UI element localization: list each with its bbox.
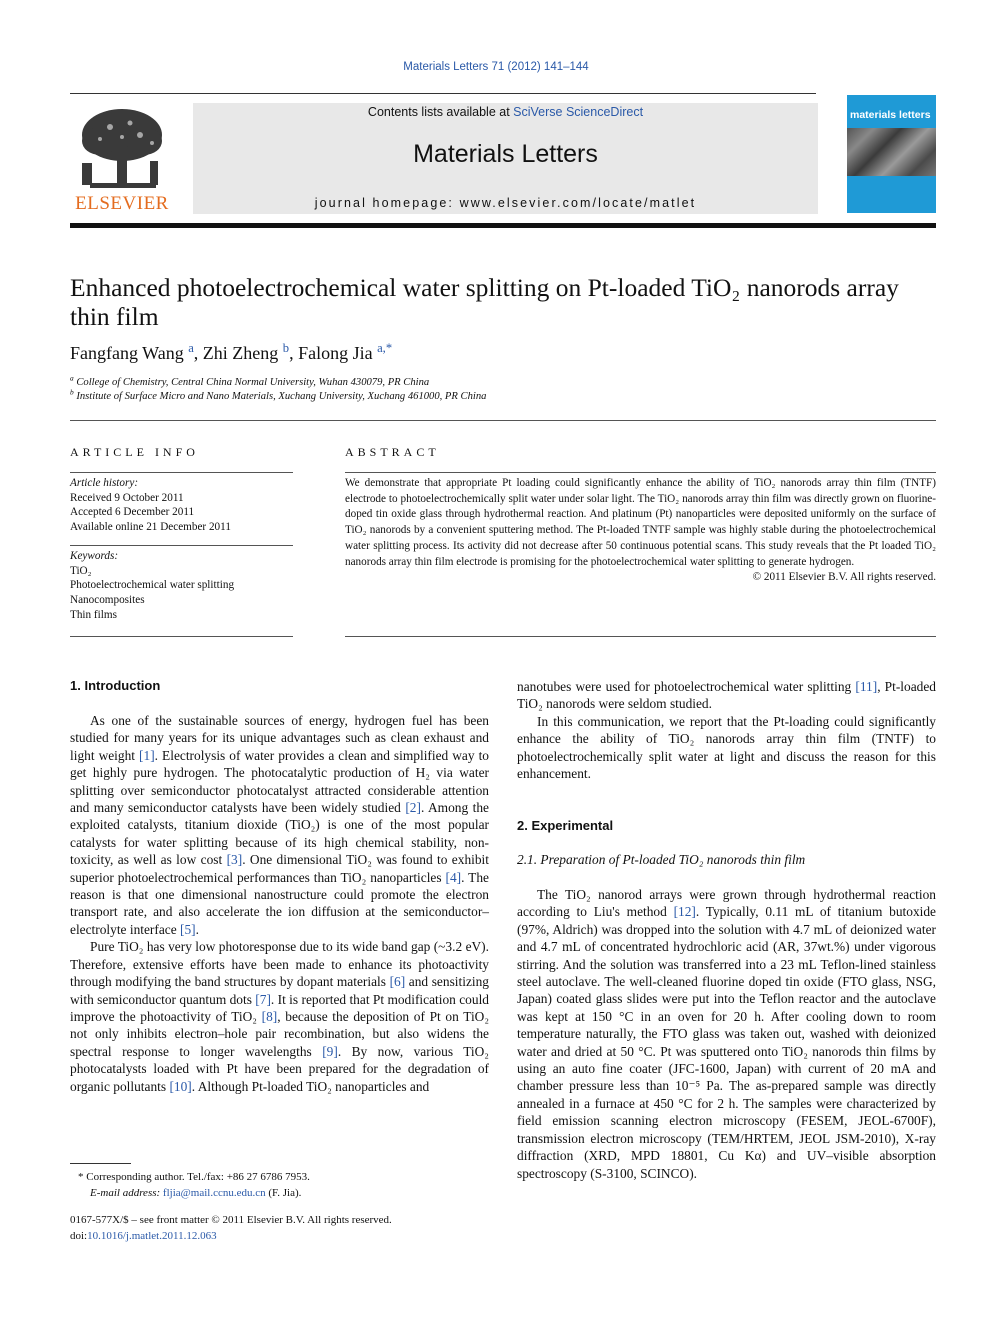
section-heading: 2. Experimental [517, 818, 614, 833]
article-title: Enhanced photoelectrochemical water splitting on Pt-loaded TiO₂ nanorods array thin film [70, 273, 899, 331]
affiliation: $^b$ Institute of Surface Micro and Nano Materials, Xuchang University, Xuchang 461000, PR China [70, 387, 487, 402]
subsection-heading: 2.1. Preparation of Pt-loaded TiO₂ nanorods thin film [517, 852, 806, 867]
citation-link[interactable]: [2] [405, 800, 421, 816]
citation-link[interactable]: [7] [255, 991, 271, 1007]
author-name: Zhi Zheng [202, 343, 279, 363]
copyright: © 2011 Elsevier B.V. All rights reserved. [752, 571, 936, 584]
citation-link[interactable]: [5] [180, 921, 196, 937]
cover-image [847, 128, 936, 176]
abstract-divider [345, 636, 936, 637]
citation-link[interactable]: [12] [673, 904, 696, 920]
article-history: Article history: Received 9 October 2011 Accepted 6 December 2011 Available online 21 December 2011 [70, 477, 231, 534]
info-divider [70, 636, 293, 637]
abstract-divider [345, 472, 936, 473]
right-column-body [517, 678, 936, 782]
affiliation: $^a$ College of Chemistry, Central China Normal University, Wuhan 430079, PR China [70, 373, 430, 388]
journal-homepage[interactable]: journal homepage: www.elsevier.com/locate/matlet [314, 196, 697, 210]
email-link[interactable]: fljia@mail.ccnu.edu.cn [162, 1186, 266, 1199]
info-divider [70, 545, 293, 546]
abstract-body: We demonstrate that appropriate Pt loading could significantly enhance the ability of TiO₂ nanorods array thin film (TNTF) electrode to photoelectrochemically split water under solar light. The TiO₂ nanorods array thin film was directly grown on fluorine-doped tin oxide glass through hydrothermal reaction. And platinum (Pt) nanoparticles were deposited uniformly on the surface of TiO₂ nanorods by a convenient sputtering method. The Pt-loaded TNTF sample was highly stable during the photoelectrochemical water splitting process. Its activity did not decrease after 50 continuous potential scans. This study reveals that the Pt loaded TiO₂ nanorods array thin film electrode is promising for the photoelectrochemical water splitting to generate hydrogen. © 2011 Elsevier B.V. All rights reserved. [345, 476, 936, 586]
paragraph: Pure TiO₂ has very low photoresponse due to its wide band gap (~3.2 eV). Therefore, extensive efforts have been made to enhance its photoactivity through modifying the band structures by dopant materials [6] and sensitizing with semiconductor quantum dots [7]. It is reported that Pt modification could improve the photoactivity of TiO₂ [8], because the deposition of Pt on TiO₂ not only inhibits electron–hole pair recombination, but also widens the spectral response to longer wavelengths [9]. By now, various TiO₂ photocatalysts loaded with Pt have been prepared for the degradation of organic pollutants [10]. Although Pt-loaded TiO₂ nanoparticles and [70, 939, 490, 1094]
footnote-rule [70, 1163, 131, 1164]
keyword: Thin films [70, 608, 117, 621]
section-divider [70, 420, 936, 421]
paragraph: nanotubes were used for photoelectrochemical water splitting [11], Pt-loaded TiO₂ nanorods were seldom studied. [517, 679, 936, 712]
citation-link[interactable]: [1] [139, 747, 155, 763]
header-divider [70, 93, 816, 94]
keyword: Photoelectrochemical water splitting [70, 579, 235, 592]
experimental-body [517, 886, 936, 1182]
citation-link[interactable]: [3] [226, 852, 243, 868]
doi-link[interactable]: 10.1016/j.matlet.2011.12.063 [87, 1229, 217, 1242]
citation-link[interactable]: [4] [445, 869, 462, 885]
elsevier-logo [70, 103, 174, 215]
author-affil-mark[interactable]: a,* [377, 341, 393, 355]
header-thick-rule [70, 223, 936, 228]
tree-icon [70, 103, 174, 193]
front-matter: 0167-577X/$ – see front matter © 2011 Elsevier B.V. All rights reserved. doi:10.1016/j.matlet.2011.12.063 [70, 1214, 392, 1242]
citation-link[interactable]: [6] [389, 974, 406, 990]
journal-reference[interactable]: Materials Letters 71 (2012) 141–144 [403, 61, 589, 73]
author-name: Falong Jia [298, 343, 373, 363]
journal-cover [847, 95, 936, 213]
author-affil-mark[interactable]: a [188, 341, 194, 355]
abstract-heading: ABSTRACT [345, 445, 440, 459]
paragraph: In this communication, we report that the Pt-loading could significantly enhance the ability of TiO₂ nanorods array thin film (TNTF) to photoelectrochemically split water at light and discuss the reason for this enhancement. [517, 713, 936, 782]
paragraph: The TiO₂ nanorod arrays were grown through hydrothermal reaction according to Liu's method [12]. Typically, 0.11 mL of titanium butoxide (97%, Aldrich) was dropped into the solution with 4.7 mL of deionized water and 4.7 mL of concentrated hydrochloric acid (AR, 37wt.%) under vigorous stirring. And the solution was transferred into a 23 mL Teflon-lined stainless steel autoclave. The well-cleaned fluorine doped tin oxide (FTO glass, NSG, Japan) coated glass slides were put into the Teflon reactor and the autoclave was kept at 150 °C in an oven for 20 h. After cooling down to room temperature naturally, the FTO glass was taken out, washed with deionized water and dried at 50 °C. Pt was sputtered onto TiO₂ nanorods thin films by using an auto fine coater (JFC-1600, Japan) with current of 20 mA and chamber pressure less than 10⁻⁵ Pa. The as-prepared sample was directly annealed in a furnace at 450 °C for 2 h. The samples were characterized by field emission scanning electron microscopy (FESEM, JEOL-6700F), transmission electron microscopy (TEM/HRTEM, JEOL JSM-2010), X-ray diffraction (XRD, MPD 18801, Cu Kα) and UV–visible absorption spectroscopy (S-3100, SCINCO). [517, 887, 936, 1181]
citation-link[interactable]: [8] [261, 1008, 278, 1024]
section-heading: 1. Introduction [70, 678, 161, 693]
left-column-body [70, 712, 489, 1095]
author-list: Fangfang Wang $^a$, Zhi Zheng $^b$, Falong Jia $^{a,*}$ [70, 341, 393, 363]
paragraph: As one of the sustainable sources of energy, hydrogen fuel has been studied for many years for its unique advantages such as clean exhaust and light weight [1]. Electrolysis of water provides a clean and simplified way to get highly pure hydrogen. The photocatalytic production of H₂ via water splitting over semiconductor photocatalyst attracted considerable attention and many semiconductor catalysts have been widely studied [2]. Among the exploited catalysts, titanium dioxide (TiO₂) is one of the most popular catalysts for water splitting because of its high chemical stability, non-toxicity, as well as low cost [3]. One dimensional TiO₂ was found to exhibit superior photoelectrochemical performances than TiO₂ nanoparticles [4]. The reason is that one dimensional nanostructure could promote the electron transport rate, and also accelerate the ion diffusion at the semiconductor–electrolyte interface [5]. [70, 713, 489, 937]
citation-link[interactable]: [9] [322, 1043, 338, 1059]
footnote-corresponding: * Corresponding author. Tel./fax: +86 27 6786 7953. E-mail address: fljia@mail.ccnu.edu.cn (F. Jia). [78, 1171, 310, 1199]
citation-link[interactable]: [10] [169, 1078, 192, 1094]
keyword: Nanocomposites [70, 594, 145, 607]
keywords: Keywords: TiO₂ Photoelectrochemical water splitting Nanocomposites Thin films [70, 549, 293, 623]
article-info-heading: ARTICLE INFO [70, 445, 199, 459]
journal-title: Materials Letters [413, 140, 598, 168]
author-name: Fangfang Wang [70, 343, 184, 363]
publisher-name: ELSEVIER [75, 193, 169, 214]
info-divider [70, 472, 293, 473]
author-affil-mark[interactable]: b [282, 341, 290, 355]
citation-link[interactable]: [11] [855, 679, 878, 694]
keyword: TiO₂ [70, 564, 92, 577]
contents-line: Contents lists available at SciVerse ScienceDirect [367, 105, 644, 119]
cover-title: materials letters [850, 109, 931, 121]
sciencedirect-link[interactable]: SciVerse ScienceDirect [513, 105, 644, 119]
